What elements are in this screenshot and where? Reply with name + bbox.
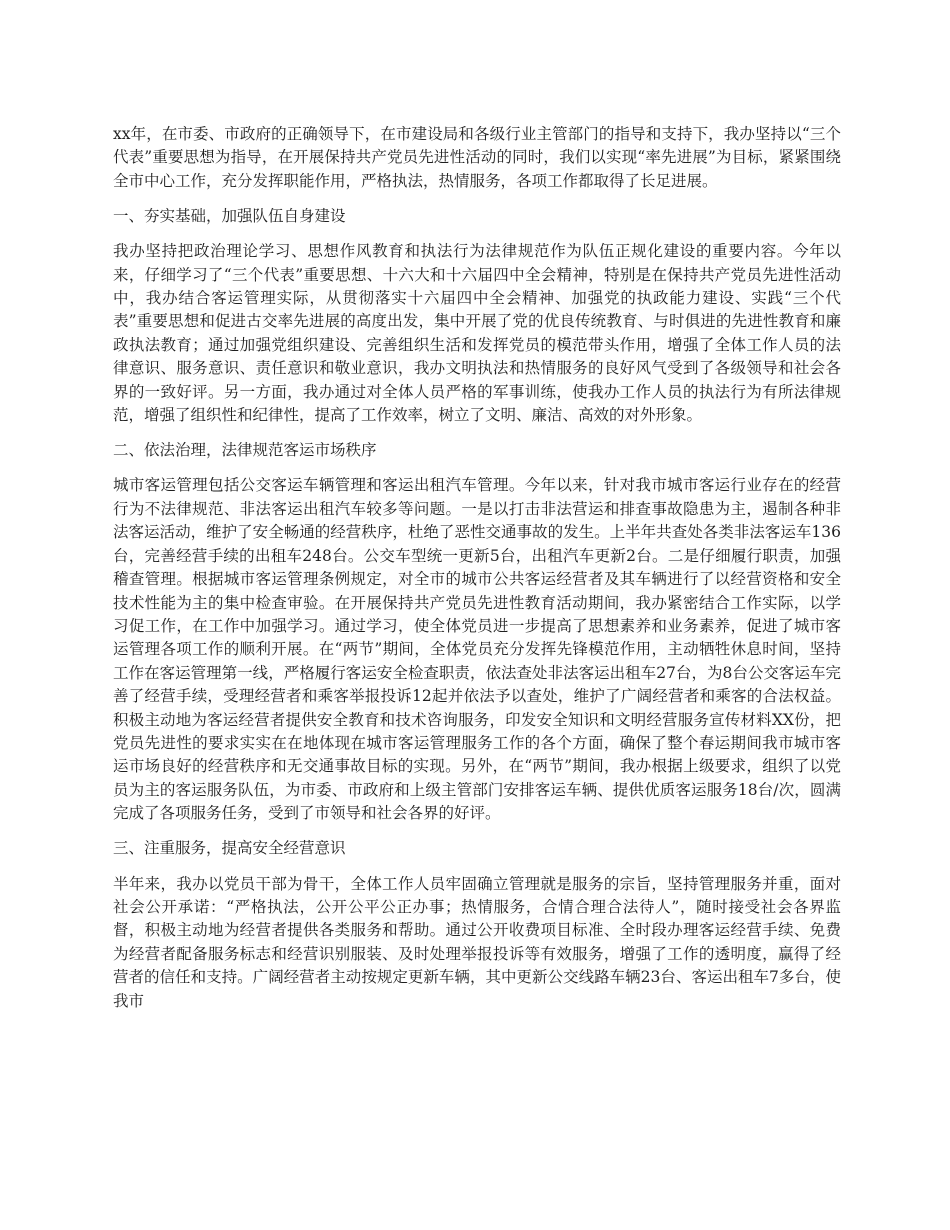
section-2-paragraph: 城市客运管理包括公交客运车辆管理和客运出租汽车管理。今年以来，针对我市城市客运行业存在的经营行为不法律规范、非法客运出租汽车较多等问题。一是以打击非法营运和排查事故隐患为主，遏制各种非法客运活动，维护了安全畅通的经营秩序，杜绝了恶性交通事故的发生。上半年共查处各类非法客运车136台，完善经营手续的出租车248台。公交车型统一更新5台，出租汽车更新2台。二是仔细履行职责，加强稽查管理。根据城市客运管理条例规定，对全市的城市公共客运经营者及其车辆进行了以经营资格和安全技术性能为主的集中检查审验。在开展保持共产党员先进性教育活动期间，我办紧密结合工作实际，以学习促工作，在工作中加强学习。通过学习，使全体党员进一步提高了思想素养和业务素养，促进了城市客运管理各项工作的顺利开展。在“两节”期间，全体党员充分发挥先锋模范作用，主动牺牲休息时间，坚持工作在客运管理第一线，严格履行客运安全检查职责，依法查处非法客运出租车27台，为8台公交客运车完善了经营手续，受理经营者和乘客举报投诉12起并依法予以查处，维护了广阔经营者和乘客的合法权益。积极主动地为客运经营者提供安全教育和技术咨询服务，印发安全知识和文明经营服务宣传材料XX份，把党员先进性的要求实实在在地体现在城市客运管理服务工作的各个方面，确保了整个春运期间我市城市客运市场良好的经营秩序和无交通事故目标的实现。另外，在“两节”期间，我办根据上级要求，组织了以党员为主的客运服务队伍，为市委、市政府和上级主管部门安排客运车辆、提供优质客运服务18台/次，圆满完成了各项服务任务，受到了市领导和社会各界的好评。 bbox=[113, 476, 841, 823]
section-1-paragraph: 我办坚持把政治理论学习、思想作风教育和执法行为法律规范作为队伍正规化建设的重要内容。今年以来，仔细学习了“三个代表”重要思想、十六大和十六届四中全会精神，特别是在保持共产党员先进性活动中，我办结合客运管理实际，从贯彻落实十六届四中全会精神、加强党的执政能力建设、实践“三个代表”重要思想和促进古交率先进展的高度出发，集中开展了党的优良传统教育、与时俱进的先进性教育和廉政执法教育；通过加强党组织建设、完善组织生活和发挥党员的模范带头作用，增强了全体工作人员的法律意识、服务意识、责任意识和敬业意识，我办文明执法和热情服务的良好风气受到了各级领导和社会各界的一致好评。另一方面，我办通过对全体人员严格的军事训练，使我办工作人员的执法行为有所法律规范，增强了组织性和纪律性，提高了工作效率，树立了文明、廉洁、高效的对外形象。 bbox=[113, 242, 841, 425]
section-3-paragraph: 半年来，我办以党员干部为骨干，全体工作人员牢固确立管理就是服务的宗旨，坚持管理服务并重，面对社会公开承诺：“严格执法，公开公平公正办事；热情服务，合情合理合法待人”，随时接受社会各界监督，积极主动地为经营者提供各类服务和帮助。通过公开收费项目标准、全时段办理客运经营手续、免费为经营者配备服务标志和经营识别服装、及时处理举报投诉等有效服务，增强了工作的透明度，赢得了经营者的信任和支持。广阔经营者主动按规定更新车辆，其中更新公交线路车辆23台、客运出租车7多台，使我市 bbox=[113, 874, 841, 1010]
intro-paragraph: xx年，在市委、市政府的正确领导下，在市建设局和各级行业主管部门的指导和支持下，我办坚持以“三个代表”重要思想为指导，在开展保持共产党员先进性活动的同时，我们以实现“率先进展”为目标，紧紧围绕全市中心工作，充分发挥职能作用，严格执法，热情服务，各项工作都取得了长足进展。 bbox=[113, 125, 841, 190]
section-2-heading: 二、依法治理，法律规范客运市场秩序 bbox=[113, 441, 377, 460]
section-1-heading: 一、夯实基础，加强队伍自身建设 bbox=[113, 207, 346, 226]
section-3-heading: 三、注重服务，提高安全经营意识 bbox=[113, 839, 346, 858]
document-page bbox=[113, 123, 841, 1025]
